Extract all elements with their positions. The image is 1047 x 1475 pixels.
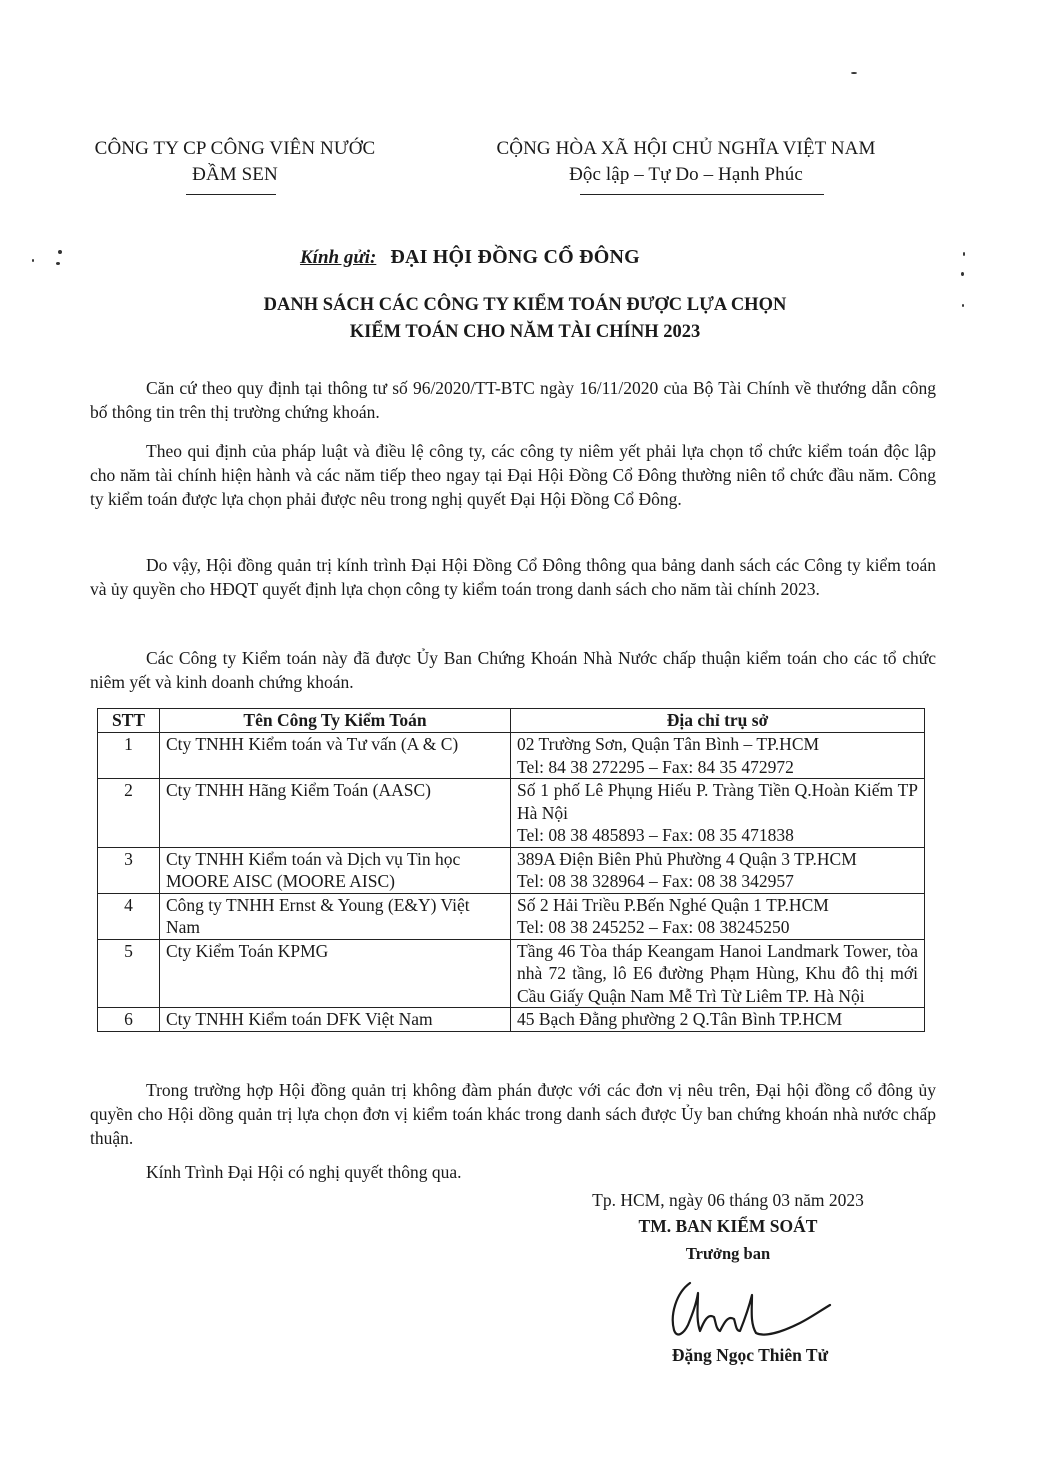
table-row xyxy=(98,779,925,848)
address-line: Số 1 phố Lê Phụng Hiếu P. Tràng Tiền Q.Hoàn Kiếm TP Hà Nội xyxy=(517,780,918,823)
row-address xyxy=(511,939,925,1008)
national-title: CỘNG HÒA XÃ HỘI CHỦ NGHĨA VIỆT NAM xyxy=(496,138,876,159)
signature-block xyxy=(548,1188,908,1267)
scan-speck xyxy=(961,272,964,276)
recipient-line xyxy=(300,246,800,269)
column-header-company: Tên Công Ty Kiểm Toán xyxy=(160,709,511,733)
scan-speck xyxy=(58,250,62,254)
row-company-name: Cty Kiểm Toán KPMG xyxy=(160,939,511,1008)
row-stt: 6 xyxy=(98,1008,160,1032)
contact-line: Tel: 08 38 328964 – Fax: 08 38 342957 xyxy=(517,871,794,891)
table-row xyxy=(98,1008,925,1032)
row-address xyxy=(511,1008,925,1032)
row-stt: 5 xyxy=(98,939,160,1008)
table-row xyxy=(98,939,925,1008)
contact-line: Tel: 08 38 485893 – Fax: 08 35 471838 xyxy=(517,825,794,845)
scan-speck xyxy=(32,259,34,262)
paragraph-fallback: Trong trường hợp Hội đồng quản trị không đàm phán được với các đơn vị nêu trên, Đại hội đồng cổ đông ủy quyền cho Hội dồng quản trị lựa chọn đơn vị kiểm toán khác trong danh sách được Ủy ban chứng khoán nhà nước chấp thuận. xyxy=(90,1080,936,1148)
paragraph-proposal: Do vậy, Hội đồng quản trị kính trình Đại Hội Đồng Cổ Đông thông qua bảng danh sách các Công ty kiểm toán và ủy quyền cho HĐQT quyết định lựa chọn công ty kiểm toán trong danh sách cho năm tài chính 2023. xyxy=(90,555,936,599)
row-company-name: Cty TNHH Hãng Kiểm Toán (AASC) xyxy=(160,779,511,848)
scan-speck xyxy=(963,252,965,256)
signer-position: Trưởng ban xyxy=(685,1244,771,1263)
company-name xyxy=(85,138,385,186)
on-behalf-of: TM. BAN KIỂM SOÁT xyxy=(638,1216,818,1236)
audit-firms-table xyxy=(97,708,925,1032)
address-line: 389A Điện Biên Phủ Phường 4 Quận 3 TP.HCM xyxy=(517,848,857,869)
table-row xyxy=(98,893,925,939)
paragraph-closing: Kính Trình Đại Hội có nghị quyết thông qua. xyxy=(146,1162,462,1182)
scan-speck xyxy=(56,262,60,265)
row-address xyxy=(511,733,925,779)
row-stt: 2 xyxy=(98,779,160,848)
handwritten-signature xyxy=(660,1275,840,1350)
row-stt: 3 xyxy=(98,847,160,893)
table-header-row xyxy=(98,709,925,733)
table-row xyxy=(98,733,925,779)
national-motto: Độc lập – Tự Do – Hạnh Phúc xyxy=(569,164,803,185)
scan-speck xyxy=(962,304,964,307)
column-header-address: Địa chỉ trụ sở xyxy=(511,709,925,733)
scan-speck xyxy=(851,72,857,74)
company-name-line2: ĐẦM SEN xyxy=(192,164,278,185)
contact-line: Tel: 84 38 272295 – Fax: 84 35 472972 xyxy=(517,756,794,777)
row-address xyxy=(511,779,925,848)
document-title xyxy=(180,292,870,346)
row-company-name: Cty TNHH Kiểm toán và Dịch vụ Tin học MOORE AISC (MOORE AISC) xyxy=(160,847,511,893)
row-address xyxy=(511,893,925,939)
row-company-name: Cty TNHH Kiểm toán DFK Việt Nam xyxy=(160,1008,511,1032)
row-company-name: Công ty TNHH Ernst & Young (E&Y) Việt Nam xyxy=(160,893,511,939)
contact-line: Tel: 08 38 245252 – Fax: 08 38245250 xyxy=(517,917,790,937)
row-company-name: Cty TNHH Kiểm toán và Tư vấn (A & C) xyxy=(160,733,511,779)
column-header-stt: STT xyxy=(98,709,160,733)
paragraph-regulation: Theo qui định của pháp luật và điều lệ công ty, các công ty niêm yết phải lựa chọn tổ chức kiểm toán độc lập cho năm tài chính hiện hành và các năm tiếp theo ngay tại Đại Hội Đồng Cổ Đông thường niên tổ chức đầu năm. Công ty kiểm toán được lựa chọn phải được nêu trong nghị quyết Đại Hội Đồng Cổ Đông. xyxy=(90,441,936,509)
company-underline xyxy=(186,194,276,195)
address-line: 02 Trường Sơn, Quận Tân Bình – TP.HCM xyxy=(517,734,820,754)
national-header xyxy=(476,138,896,186)
signer-name: Đặng Ngọc Thiên Tử xyxy=(671,1345,829,1365)
row-address xyxy=(511,847,925,893)
document-title-line1: DANH SÁCH CÁC CÔNG TY KIỂM TOÁN ĐƯỢC LỰA CHỌN xyxy=(263,295,787,315)
document-title-line2: KIỂM TOÁN CHO NĂM TÀI CHÍNH 2023 xyxy=(349,322,701,342)
row-stt: 1 xyxy=(98,733,160,779)
company-name-line1: CÔNG TY CP CÔNG VIÊN NƯỚC xyxy=(94,138,376,159)
address-line: Tầng 46 Tòa tháp Keangam Hanoi Landmark Tower, tòa nhà 72 tầng, lô E6 đường Phạm Hùng, Khu đô thị mới Cầu Giấy Quận Nam Mễ Trì Từ Liêm TP. Hà Nội xyxy=(517,940,918,1006)
recipient-value: ĐẠI HỘI ĐỒNG CỔ ĐÔNG xyxy=(390,246,640,268)
place-date: Tp. HCM, ngày 06 tháng 03 năm 2023 xyxy=(592,1190,864,1210)
paragraph-legal-basis: Căn cứ theo quy định tại thông tư số 96/2020/TT-BTC ngày 16/11/2020 của Bộ Tài Chính về thướng dẫn công bố thông tin trên thị trường chứng khoán. xyxy=(90,378,936,422)
paragraph-approval: Các Công ty Kiểm toán này đã được Ủy Ban Chứng Khoán Nhà Nước chấp thuận kiểm toán cho các tổ chức niêm yết và kinh doanh chứng khoán. xyxy=(90,648,936,692)
address-line: 45 Bạch Đằng phường 2 Q.Tân Bình TP.HCM xyxy=(517,1009,843,1029)
motto-underline xyxy=(580,194,824,195)
recipient-label: Kính gửi: xyxy=(300,247,377,268)
address-line: Số 2 Hải Triều P.Bến Nghé Quận 1 TP.HCM xyxy=(517,894,829,915)
table-row xyxy=(98,847,925,893)
row-stt: 4 xyxy=(98,893,160,939)
